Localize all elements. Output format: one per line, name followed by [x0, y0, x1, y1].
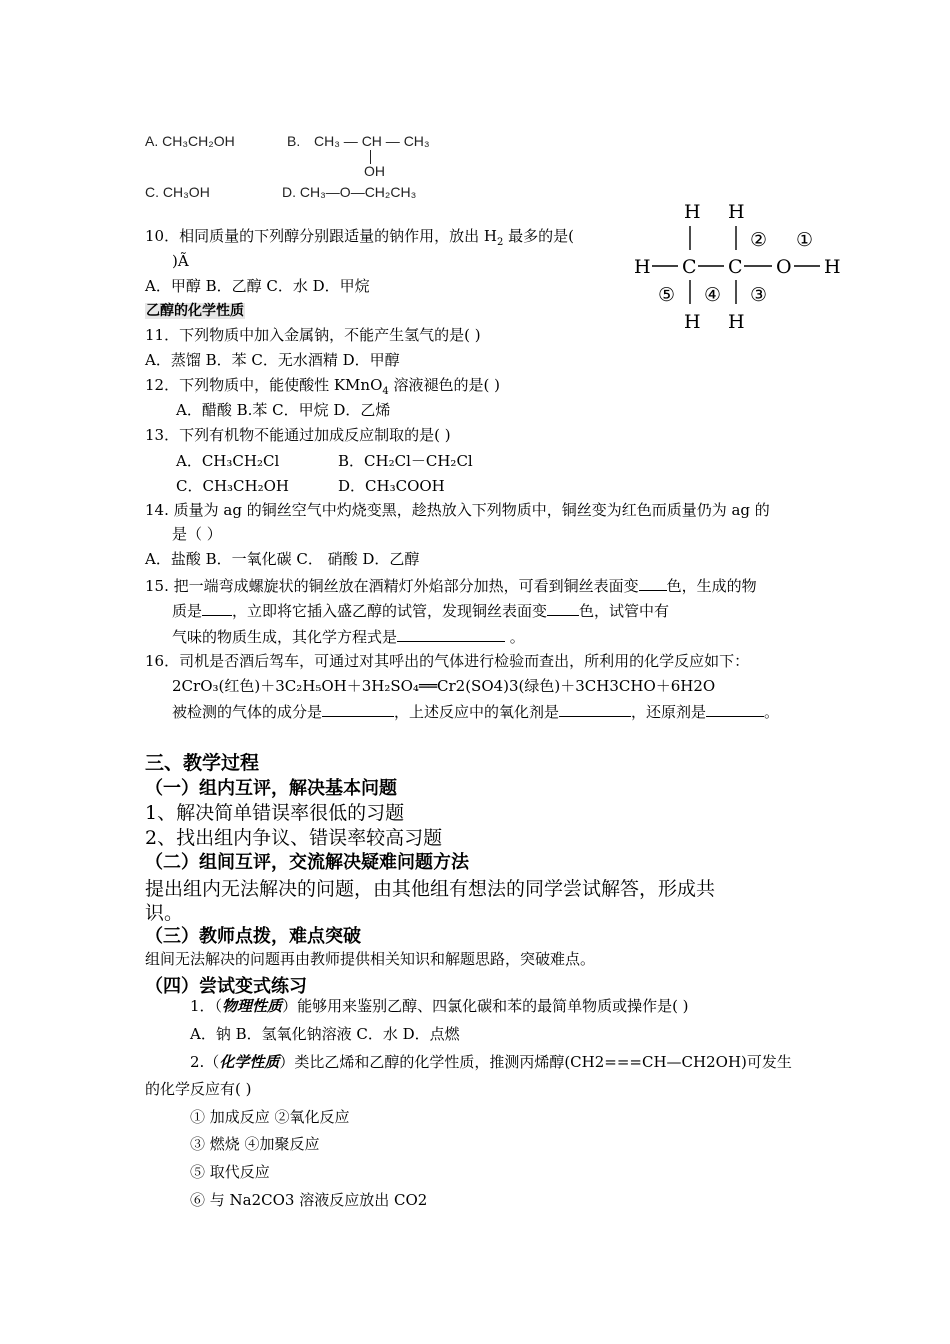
q15-blank-4[interactable]	[397, 626, 505, 642]
exercise-2-option-line1: ① 加成反应 ②氧化反应	[190, 1108, 350, 1126]
q9-option-b-oh: OH	[364, 163, 385, 179]
process-heading: 三、教学过程	[145, 752, 260, 774]
exercise-2-stem-cont: 的化学反应有( )	[145, 1080, 252, 1098]
struct-h-top-left: H	[684, 201, 701, 223]
q12-stem: 12．下列物质中，能使酸性 KMnO$_4$ 溶液褪色的是( )	[145, 376, 501, 397]
exercise-2-option-line2: ③ 燃烧 ④加聚反应	[190, 1135, 320, 1153]
struct-h-bot-left: H	[684, 311, 701, 333]
q9-option-b-label: B.	[287, 133, 301, 149]
struct-bond-2: ②	[750, 229, 768, 251]
struct-h-top-right: H	[728, 201, 745, 223]
struct-h-right: H	[824, 256, 841, 278]
q11-stem: 11．下列物质中加入金属钠，不能产生氢气的是( )	[145, 326, 481, 344]
q9-option-d: D. CH₃—O—CH₂CH₃	[282, 184, 417, 200]
q16-blank-2[interactable]	[559, 701, 631, 717]
process-section-3: （三）教师点拨，难点突破	[145, 926, 361, 947]
struct-c2: C	[728, 256, 743, 278]
ethanol-structure-diagram	[626, 198, 846, 338]
process-section-4: （四）尝试变式练习	[145, 976, 307, 997]
process-s1-item-2: 2、找出组内争议、错误率较高习题	[145, 827, 443, 849]
q9-option-b-formula: CH₃ — CH — CH₃	[314, 133, 430, 149]
process-s2-text-line2: 识。	[145, 902, 184, 924]
q15-blank-1[interactable]	[639, 575, 667, 591]
q16-blank-1[interactable]	[322, 701, 394, 717]
process-s2-text-line1: 提出组内无法解决的问题，由其他组有想法的同学尝试解答，形成共	[145, 878, 716, 900]
q10-stem-cont: )Ã	[172, 252, 189, 270]
q10-options: A．甲醇 B．乙醇 C．水 D．甲烷	[145, 277, 370, 295]
process-s3-text: 组间无法解决的问题再由教师提供相关知识和解题思路，突破难点。	[145, 950, 596, 968]
q13-stem: 13．下列有机物不能通过加成反应制取的是( )	[145, 426, 451, 444]
q9-option-c: C. CH₃OH	[145, 184, 210, 200]
exercise-2-option-line3: ⑤ 取代反应	[190, 1163, 270, 1181]
q16-line3: 被检测的气体的成分是 ，上述反应中的氧化剂是 ，还原剂是 。	[172, 703, 780, 721]
struct-o: O	[776, 256, 792, 278]
process-section-2: （二）组间互评，交流解决疑难问题方法	[145, 852, 469, 873]
struct-bond-3: ③	[750, 284, 768, 306]
struct-h-left: H	[634, 256, 651, 278]
q11-options: A．蒸馏 B．苯 C．无水酒精 D．甲醇	[145, 351, 400, 369]
process-s1-item-1: 1、解决简单错误率很低的习题	[145, 802, 405, 824]
q14-options: A．盐酸 B．一氧化碳 C． 硝酸 D．乙醇	[145, 550, 420, 568]
exercise-1-stem: 1．（物理性质）能够用来鉴别乙醇、四氯化碳和苯的最简单物质或操作是( )	[190, 997, 689, 1015]
q15-blank-2[interactable]	[202, 600, 232, 616]
q9-option-a: A. CH₃CH₂OH	[145, 133, 235, 149]
q15-line3: 气味的物质生成，其化学方程式是 。	[172, 628, 525, 646]
q15-line1: 15. 把一端弯成螺旋状的铜丝放在酒精灯外焰部分加热，可看到铜丝表面变 色，生成的物	[145, 577, 757, 595]
q10-stem: 10．相同质量的下列醇分别跟适量的钠作用，放出 $H_2$ 最多的是(	[145, 227, 574, 248]
q16-equation: 2CrO₃(红色)＋3C₂H₅OH＋3H₂SO₄══Cr2(SO4)3(绿色)＋3CH3CHO＋6H2O	[172, 677, 716, 695]
struct-h-bot-right: H	[728, 311, 745, 333]
process-section-1: （一）组内互评，解决基本问题	[145, 778, 397, 799]
section-label-ethanol-chemical-properties: 乙醇的化学性质	[146, 303, 244, 319]
q12-options: A．醋酸 B.苯 C．甲烷 D．乙烯	[176, 401, 391, 419]
struct-c1: C	[682, 256, 697, 278]
q13-option-c: C．CH₃CH₂OH	[176, 477, 289, 495]
q9-b-bond-line	[370, 150, 371, 164]
q13-option-d: D．CH₃COOH	[338, 477, 445, 495]
exercise-2-option-line4: ⑥ 与 Na2CO3 溶液反应放出 CO2	[190, 1191, 428, 1209]
q14-stem-line2: 是（ ）	[172, 525, 222, 543]
q15-line2: 质是 ，立即将它插入盛乙醇的试管，发现铜丝表面变 色，试管中有	[172, 602, 670, 620]
q15-blank-3[interactable]	[547, 600, 579, 616]
struct-bond-4: ④	[704, 284, 722, 306]
q13-option-b: B．CH₂Cl－CH₂Cl	[338, 452, 473, 470]
struct-bond-1: ①	[796, 229, 814, 251]
q13-option-a: A．CH₃CH₂Cl	[176, 452, 280, 470]
q16-blank-3[interactable]	[706, 701, 764, 717]
exercise-1-options: A．钠 B．氢氧化钠溶液 C．水 D．点燃	[190, 1025, 460, 1043]
q14-stem-line1: 14. 质量为 ag 的铜丝空气中灼烧变黑，趁热放入下列物质中，铜丝变为红色而质量仍为 ag 的	[145, 501, 770, 519]
q16-line1: 16．司机是否酒后驾车，可通过对其呼出的气体进行检验而查出，所利用的化学反应如下：	[145, 652, 750, 670]
exercise-2-stem: 2.（化学性质）类比乙烯和乙醇的化学性质，推测丙烯醇(CH2===CH—CH2OH)可发生	[190, 1053, 792, 1071]
struct-bond-5: ⑤	[658, 284, 676, 306]
